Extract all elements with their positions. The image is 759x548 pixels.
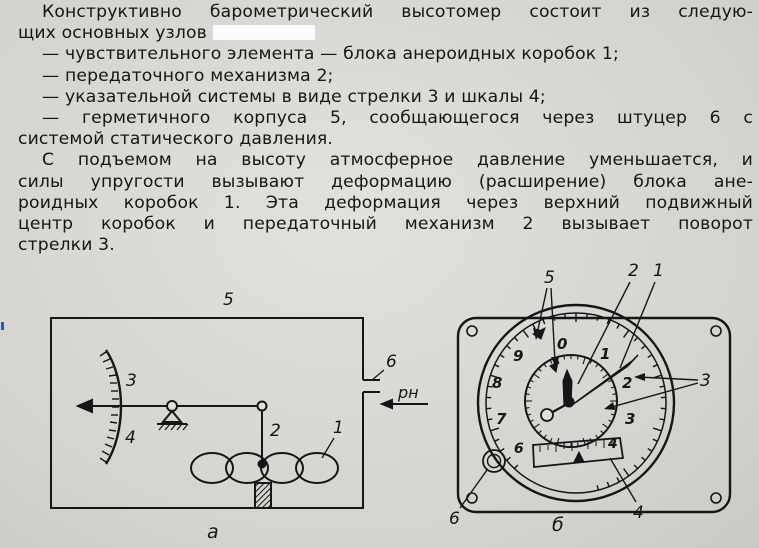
dial-tick [597, 485, 598, 490]
dial-tick [624, 469, 629, 476]
text-line: системой статического давления. [18, 129, 333, 150]
dial-tick [543, 319, 545, 324]
inner-dial-tick [526, 408, 530, 409]
inner-dial-tick [603, 374, 609, 378]
lower-window-index [574, 452, 584, 462]
dial-tick [565, 314, 566, 319]
text-line: Конструктивно барометрический высотомер состоит из следую- [42, 2, 753, 22]
label-3: 3 [126, 371, 137, 391]
capsule-base [255, 483, 271, 508]
dial-tick [554, 316, 555, 321]
label-1: 1 [333, 418, 344, 438]
text-line: роидных коробок 1. Эта деформация через верхний подвижный [18, 192, 753, 213]
caption-b: б [552, 514, 564, 536]
inner-dial-tick [544, 435, 546, 438]
figure-b-instrument [458, 305, 730, 512]
inner-dial-tick [538, 431, 541, 434]
dial-number-3: 3 [625, 410, 636, 428]
dial-tick [648, 449, 652, 452]
inner-dial-tick [596, 364, 598, 367]
label-4: 4 [125, 428, 136, 448]
leader-3b-head [604, 402, 615, 410]
joint-right [258, 402, 267, 411]
dial-number-0: 0 [557, 335, 568, 353]
dial-tick [495, 439, 500, 441]
label-b-3: 3 [700, 371, 711, 391]
dial-tick [641, 346, 645, 349]
dial-tick [653, 439, 658, 441]
text-line-part: щих основных узлов [18, 23, 207, 44]
dial-tick [607, 482, 609, 487]
dial-tick [500, 449, 504, 452]
inner-dial-tick [596, 435, 598, 438]
hub [564, 397, 574, 407]
inner-dial-tick [538, 368, 541, 371]
dial-tick [507, 457, 511, 460]
dial-tick [597, 316, 598, 321]
window-number-4: 4 [608, 436, 618, 452]
text-line: — указательной системы в виде стрелки 3 и шкалы 4; [42, 86, 546, 107]
dial-tick [659, 386, 664, 387]
text-line: силы упругости вызывают деформацию (расширение) блока ане- [18, 171, 753, 192]
inner-dial-tick [578, 356, 579, 360]
dial-tick [533, 324, 535, 328]
mount-hole-tr [711, 326, 721, 336]
dial-tick [507, 346, 511, 349]
inner-dial-tick [544, 364, 546, 367]
inner-dial-tick [526, 394, 530, 395]
inner-dial-tick [583, 357, 585, 364]
dial-tick [624, 330, 629, 337]
dial-number-1: 1 [600, 345, 611, 363]
inner-dial-tick [601, 431, 604, 434]
inner-dial-tick [601, 368, 604, 371]
caption-a: а [207, 521, 219, 543]
inner-dial-tick [534, 424, 540, 428]
label-b-4: 4 [633, 503, 644, 523]
dial-tick [500, 355, 504, 358]
leader-3a [638, 377, 698, 380]
label-b-6: 6 [449, 509, 460, 529]
mount-hole-br [711, 493, 721, 503]
inner-dial-tick [534, 374, 540, 378]
dial-tick [634, 337, 637, 341]
label-6: 6 [386, 352, 397, 372]
inner-dial-tick [603, 424, 609, 428]
dial-tick [634, 465, 637, 469]
dial-tick [617, 324, 619, 328]
dial-tick [617, 477, 619, 481]
dial-tick [488, 419, 493, 420]
text-line: С подъемом на высоту атмосферное давление уменьшается, и [42, 150, 753, 171]
text-line: — герметичного корпуса 5, сообщающегося через штуцер 6 с [42, 108, 753, 129]
dial-tick [641, 457, 645, 460]
dial-number-8: 8 [492, 374, 503, 392]
label-b-5: 5 [544, 268, 555, 288]
dial-tick [490, 428, 499, 431]
pivot-support [163, 411, 181, 422]
text-line: стрелки 3. [18, 235, 115, 256]
dial-number-7: 7 [496, 410, 507, 428]
text-line: — чувствительного элемента — блока анероидных коробок 1; [42, 44, 619, 65]
label-2: 2 [270, 421, 281, 441]
inner-dial-tick [578, 442, 579, 446]
dial-tick [648, 355, 652, 358]
text-line: центр коробок и передаточный механизм 2 вызывает поворот [18, 214, 753, 235]
aneroid-capsules [191, 453, 338, 483]
leader-4b [610, 458, 636, 502]
dial-tick [523, 330, 528, 337]
dial-tick [495, 365, 500, 367]
mount-hole-bl [467, 493, 477, 503]
dial-tick [514, 465, 517, 469]
dial-tick [659, 419, 664, 420]
dial-tick [587, 314, 588, 319]
hand-tail-knob [541, 409, 553, 421]
pressure-arrowhead [382, 400, 392, 408]
label-b-1: 1 [653, 261, 664, 281]
housing-outline [51, 318, 363, 508]
window-number-6: 6 [514, 441, 524, 457]
dial-number-9: 9 [513, 347, 524, 365]
mount-hole-tl [467, 326, 477, 336]
leader-6 [372, 370, 384, 380]
inner-dial-tick [564, 356, 565, 360]
figure-a-schematic [51, 318, 428, 508]
dial-tick [514, 337, 517, 341]
dial-tick [653, 428, 662, 431]
dial-tick [653, 365, 658, 367]
label-b-2: 2 [628, 261, 639, 281]
text-line: — передаточного механизма 2; [42, 65, 334, 86]
set-knob-outer [483, 450, 505, 472]
leader-5b [551, 288, 555, 362]
dial-number-2: 2 [622, 374, 633, 392]
label-pressure: pн [398, 383, 419, 402]
label-5: 5 [223, 290, 234, 310]
leader-3a-head [634, 373, 645, 381]
inner-dial-tick [612, 394, 616, 395]
pointer-arrowhead [78, 400, 92, 412]
